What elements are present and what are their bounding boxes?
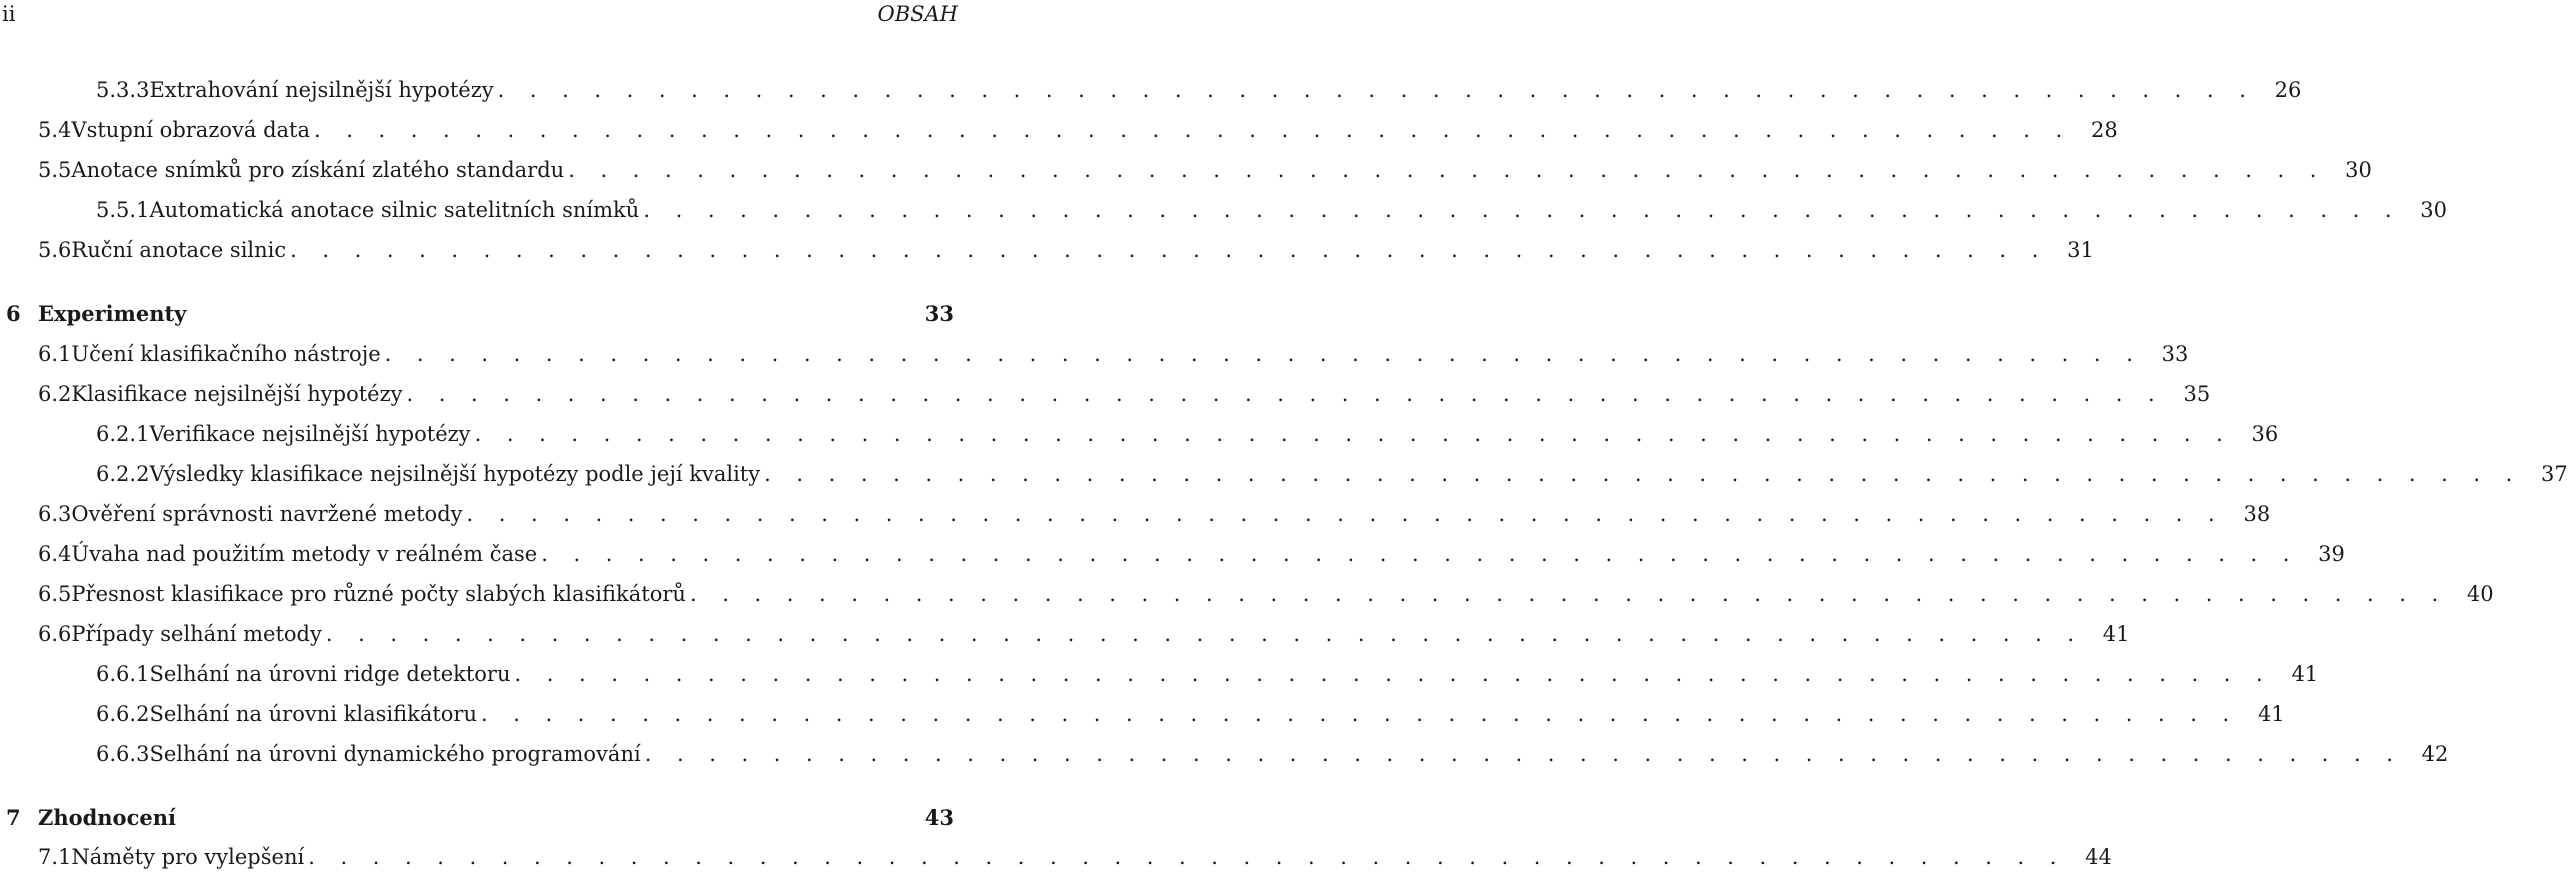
toc-leader-dots: . . . . . . . . . . . . . . . . . . . . . . . . . . . . . . . . . . . . . . . . . . . . . . . . . . . . . . . [325, 622, 2084, 646]
page-header [0, 2, 960, 28]
toc-entry-number: 5.4 [38, 118, 72, 142]
toc-leader-dots: . . . . . . . . . . . . . . . . . . . . . . . . . . . . . . . . . . . . . . . . . . . . . . . . . . . . . . . [764, 462, 2522, 486]
toc-entry-number: 6.6.1 [96, 662, 150, 686]
toc-entry[interactable] [0, 699, 2285, 729]
toc-leader-dots: . . . . . . . . . . . . . . . . . . . . . . . . . . . . . . . . . . . . . . . . . . . . . . . . . . . . . . . [314, 118, 2072, 142]
toc-entry[interactable] [0, 419, 2279, 449]
toc-entry-page: 38 [2243, 502, 2271, 526]
toc-entry-number: 6.4 [38, 542, 72, 566]
toc-entry-label: Náměty pro vylepšení [71, 845, 305, 869]
toc-entry[interactable] [0, 115, 2118, 145]
toc-leader-dots: . . . . . . . . . . . . . . . . . . . . . . . . . . . . . . . . . . . . . . . . . . . . . . . . . . . . . . . [514, 662, 2273, 686]
toc-entry-number: 6.2.1 [96, 422, 150, 446]
toc-entry-page: 42 [2421, 742, 2449, 766]
toc-entry-page: 40 [2466, 582, 2494, 606]
toc-entry[interactable] [0, 579, 2494, 609]
toc-entry-label: Klasifikace nejsilnější hypotézy [71, 382, 403, 406]
toc-entry-number: 6.2 [38, 382, 72, 406]
toc-entry[interactable] [0, 379, 2211, 409]
toc-entry[interactable] [0, 75, 2302, 105]
toc-entry-label: Ruční anotace silnic [71, 238, 287, 262]
toc-entry-page: 41 [2257, 702, 2285, 726]
toc-entry-label: Selhání na úrovni ridge detektoru [149, 662, 511, 686]
toc-entry-page: 44 [2085, 845, 2112, 869]
toc-entry-page: 36 [2251, 422, 2279, 446]
toc-entry-label: Úvaha nad použitím metody v reálném čase [71, 542, 538, 566]
toc-leader-dots: . . . . . . . . . . . . . . . . . . . . . . . . . . . . . . . . . . . . . . . . . . . . . . . . . . . . . . . [481, 702, 2239, 726]
toc-leader-dots: . . . . . . . . . . . . . . . . . . . . . . . . . . . . . . . . . . . . . . . . . . . . . . . . . . . . . . . [497, 78, 2256, 102]
toc-entry-number: 6.1 [38, 342, 72, 366]
toc-entry-number: 6.2.2 [96, 462, 150, 486]
toc-leader-dots: . . . . . . . . . . . . . . . . . . . . . . . . . . . . . . . . . . . . . . . . . . . . . . . . . . . . . . . [308, 845, 2066, 869]
toc-entry-label: Přesnost klasifikace pro různé počty slabých klasifikátorů [71, 582, 686, 606]
toc-entry-label: Vstupní obrazová data [71, 118, 311, 142]
toc-entry-number: 5.6 [38, 238, 72, 262]
toc-entry-page: 41 [2291, 662, 2319, 686]
toc-entry[interactable] [0, 195, 2447, 225]
toc-entry-number: 5.5 [38, 158, 72, 182]
toc-chapter-label: Experimenty [38, 300, 187, 326]
toc-leader-dots: . . . . . . . . . . . . . . . . . . . . . . . . . . . . . . . . . . . . . . . . . . . . . . . . . . . . . . . [644, 742, 2403, 766]
toc-leader-dots: . . . . . . . . . . . . . . . . . . . . . . . . . . . . . . . . . . . . . . . . . . . . . . . . . . . . . . . [290, 238, 2048, 262]
toc-entry-number: 6.6.3 [96, 742, 150, 766]
toc-entry-page: 41 [2102, 622, 2130, 646]
toc-leader-dots: . . . . . . . . . . . . . . . . . . . . . . . . . . . . . . . . . . . . . . . . . . . . . . . . . . . . . . . [568, 158, 2326, 182]
toc-entry[interactable] [0, 339, 2189, 369]
toc-entry-page: 33 [2161, 342, 2189, 366]
toc-chapter-page: 33 [924, 300, 954, 326]
toc-leader-dots: . . . . . . . . . . . . . . . . . . . . . . . . . . . . . . . . . . . . . . . . . . . . . . . . . . . . . . . [384, 342, 2143, 366]
toc-entry-number: 6.3 [38, 502, 72, 526]
toc-entry-page: 30 [2420, 198, 2447, 222]
toc-entry[interactable] [0, 235, 2094, 265]
running-title: OBSAH [877, 2, 958, 26]
toc-chapter-page: 43 [924, 804, 954, 830]
toc-entry-label: Případy selhání metody [71, 622, 322, 646]
toc-chapter[interactable] [0, 298, 954, 328]
toc-entry-page: 39 [2318, 542, 2345, 566]
toc-entry[interactable] [0, 539, 2345, 569]
toc-entry-label: Učení klasifikačního nástroje [71, 342, 381, 366]
toc-entry[interactable] [0, 459, 2568, 489]
toc-entry-page: 26 [2274, 78, 2302, 102]
toc-entry[interactable] [0, 619, 2130, 649]
toc-entry[interactable] [0, 499, 2271, 529]
toc-entry-number: 6.6.2 [96, 702, 150, 726]
toc-leader-dots: . . . . . . . . . . . . . . . . . . . . . . . . . . . . . . . . . . . . . . . . . . . . . . . . . . . . . . . [466, 502, 2225, 526]
toc-chapter-number: 6 [6, 300, 21, 326]
toc-entry[interactable] [0, 659, 2319, 689]
toc-chapter[interactable] [0, 802, 954, 832]
toc-entry-label: Ověření správnosti navržené metody [71, 502, 463, 526]
toc-entry-number: 5.3.3 [96, 78, 150, 102]
toc-entry-label: Výsledky klasifikace nejsilnější hypotézy podle její kvality [149, 462, 761, 486]
toc-entry[interactable] [0, 155, 2372, 185]
toc-leader-dots: . . . . . . . . . . . . . . . . . . . . . . . . . . . . . . . . . . . . . . . . . . . . . . . . . . . . . . . [689, 582, 2448, 606]
toc-chapter-label: Zhodnocení [38, 804, 176, 830]
toc-leader-dots: . . . . . . . . . . . . . . . . . . . . . . . . . . . . . . . . . . . . . . . . . . . . . . . . . . . . . . . [474, 422, 2233, 446]
toc-entry-page: 31 [2067, 238, 2094, 262]
page-number: ii [2, 2, 16, 26]
toc-entry-label: Selhání na úrovni klasifikátoru [149, 702, 477, 726]
toc-entry-page: 28 [2090, 118, 2118, 142]
toc-leader-dots: . . . . . . . . . . . . . . . . . . . . . . . . . . . . . . . . . . . . . . . . . . . . . . . . . . . . . . . [541, 542, 2299, 566]
toc-entry-number: 6.6 [38, 622, 72, 646]
toc-entry-number: 6.5 [38, 582, 72, 606]
toc-entry[interactable] [0, 842, 2112, 872]
toc-entry-number: 5.5.1 [96, 198, 150, 222]
toc-entry-label: Anotace snímků pro získání zlatého standardu [71, 158, 565, 182]
toc-entry-page: 35 [2183, 382, 2211, 406]
toc-chapter-number: 7 [6, 804, 21, 830]
toc-entry-label: Verifikace nejsilnější hypotézy [149, 422, 471, 446]
toc-entry-label: Selhání na úrovni dynamického programování [149, 742, 641, 766]
toc-entry-label: Automatická anotace silnic satelitních snímků [149, 198, 640, 222]
toc-entry-label: Extrahování nejsilnější hypotézy [149, 78, 494, 102]
toc-entry-number: 7.1 [38, 845, 72, 869]
toc-leader-dots: . . . . . . . . . . . . . . . . . . . . . . . . . . . . . . . . . . . . . . . . . . . . . . . . . . . . . . . [643, 198, 2401, 222]
toc-entry-page: 37 [2541, 462, 2568, 486]
toc-entry[interactable] [0, 739, 2449, 769]
toc-leader-dots: . . . . . . . . . . . . . . . . . . . . . . . . . . . . . . . . . . . . . . . . . . . . . . . . . . . . . . . [406, 382, 2165, 406]
toc-entry-page: 30 [2345, 158, 2372, 182]
